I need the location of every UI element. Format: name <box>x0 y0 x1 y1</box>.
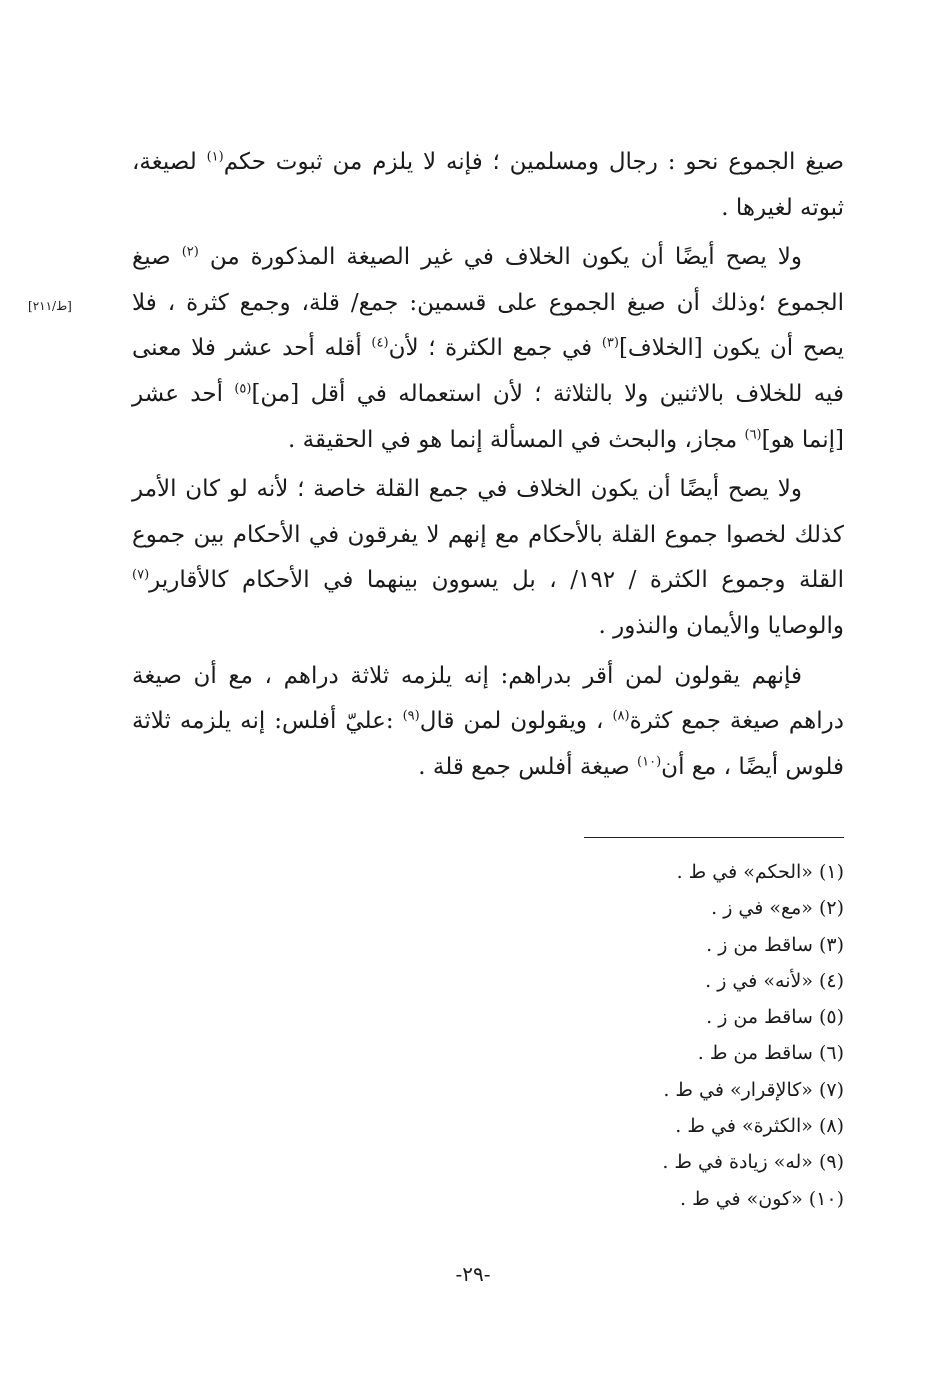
footnote-text: «لأنه» في ز . <box>705 969 813 992</box>
text-segment: صيغة أفلس جمع قلة . <box>418 753 638 780</box>
footnote-number: (٧) <box>818 1078 844 1101</box>
footnote-marker: (٤) <box>371 335 389 351</box>
footnote-text: «كون» في ط . <box>680 1187 803 1210</box>
footnote-text: «كالإقرار» في ط . <box>663 1078 813 1101</box>
footnote-number: (٨) <box>818 1115 844 1138</box>
footnote-item <box>444 1181 844 1217</box>
footnote-text: ساقط من ز . <box>706 933 813 956</box>
paragraph <box>132 140 844 231</box>
text-segment: أحد عشر [إنما هو] <box>132 380 844 453</box>
footnote-marker: (١) <box>206 149 224 165</box>
margin-page-reference: [ط/٢١١] <box>28 299 72 313</box>
text-segment: أقله أحد عشر فلا معنى فيه للخلاف بالاثنين ولا بالثلاثة ؛ لأن استعماله في أقل [من] <box>132 335 844 407</box>
text-segment: لصيغة، ثبوته لغيرها . <box>132 149 844 221</box>
footnote-marker: (٨) <box>612 708 630 724</box>
footnote-number: (٦) <box>818 1042 844 1065</box>
text-segment: ولا يصح أيضًا أن يكون الخلاف في غير الصيغة المذكورة من <box>198 244 802 271</box>
text-segment: مجاز، والبحث في المسألة إنما هو في الحقيقة . <box>288 426 745 453</box>
footnote-marker: (٦) <box>744 426 762 442</box>
text-segment: والوصايا والأيمان والنذور . <box>598 612 844 639</box>
footnote-marker: (٣) <box>601 335 619 351</box>
text-segment: :عليّ أفلس: إنه يلزمه ثلاثة فلوس أيضًا ، مع أن <box>132 708 844 780</box>
footnote-number: (٩) <box>818 1151 844 1174</box>
main-text <box>132 140 844 794</box>
footnote-marker: (٥) <box>234 381 252 397</box>
footnote-number: (٥) <box>818 1006 844 1029</box>
footnote-separator <box>584 837 844 838</box>
footnote-text: «مع» في ز . <box>711 897 813 920</box>
footnote-text: ساقط من ط . <box>697 1042 813 1065</box>
footnote-text: «له» زيادة في ط . <box>662 1151 813 1174</box>
footnotes-list <box>444 854 844 1217</box>
footnote-item <box>444 999 844 1035</box>
paragraph <box>132 654 844 791</box>
footnote-item <box>444 1072 844 1108</box>
footnote-item <box>444 1108 844 1144</box>
footnote-item <box>444 1144 844 1180</box>
footnote-number: (١) <box>818 861 844 883</box>
footnote-item <box>444 854 844 890</box>
text-segment: ولا يصح أيضًا أن يكون الخلاف في جمع القلة خاصة ؛ لأنه لو كان الأمر كذلك لخصوا جموع القلة بالأحكام مع إنهم لا يفرقون في الأحكام بين جموع القلة وجموع الكثرة / ١٩٢/ ، بل يسوون بينهما في الأحكام كالأقارير <box>132 476 844 594</box>
footnote-text: ساقط من ز . <box>706 1006 813 1029</box>
footnote-marker: (٩) <box>402 708 420 724</box>
footnote-number: (٣) <box>818 933 844 956</box>
text-segment: صيغ الجموع ؛وذلك أن صيغ الجموع على قسمين: جمع/ قلة، وجمع كثرة ، فلا يصح أن يكون [الخلاف] <box>132 244 844 362</box>
text-segment: في جمع الكثرة ؛ لأن <box>388 335 602 362</box>
footnote-number: (١٠) <box>808 1187 844 1210</box>
text-segment: صيغ الجموع نحو : رجال ومسلمين ؛ فإنه لا يلزم من ثبوت حكم <box>223 149 844 175</box>
footnote-number: (٤) <box>818 969 844 992</box>
footnote-text: «الكثرة» في ط . <box>675 1115 813 1138</box>
text-segment: ، ويقولون لمن قال <box>419 708 613 735</box>
text-segment: فإنهم يقولون لمن أقر بدراهم: إنه يلزمه ثلاثة دراهم ، مع أن صيغة دراهم صيغة جمع كثرة <box>132 662 844 735</box>
footnote-marker: (٢) <box>181 244 199 260</box>
page-number: -٢٩- <box>455 1262 491 1286</box>
footnote-text: «الحكم» في ط . <box>676 861 813 883</box>
footnote-number: (٢) <box>818 897 844 920</box>
footnote-item <box>444 890 844 926</box>
footnote-item <box>444 963 844 999</box>
footnote-marker: (١٠) <box>637 754 662 770</box>
footnote-item <box>444 1035 844 1071</box>
footnote-marker: (٧) <box>132 567 150 583</box>
paragraph <box>132 467 844 649</box>
footnote-item <box>444 927 844 963</box>
paragraph <box>132 235 844 463</box>
